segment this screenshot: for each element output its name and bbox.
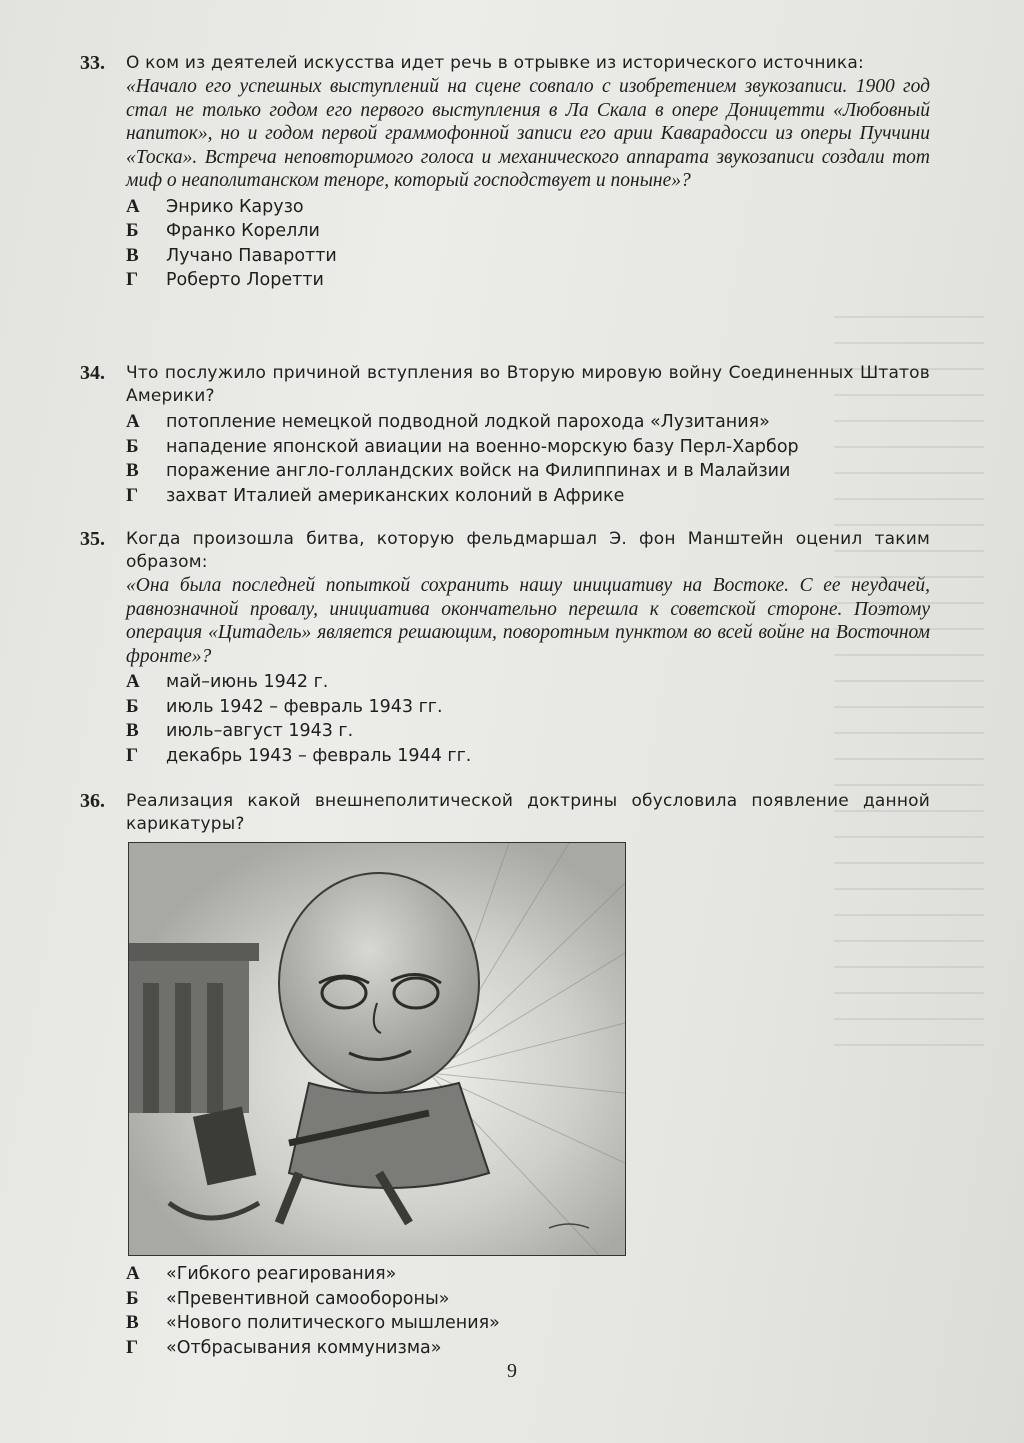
answer-option[interactable] <box>126 1262 930 1287</box>
answer-option[interactable] <box>126 219 930 244</box>
answer-option[interactable] <box>126 195 930 220</box>
option-letter: В <box>126 1312 139 1333</box>
option-text: поражение англо-голландских войск на Филиппинах и в Малайзии <box>166 461 791 481</box>
answer-option[interactable] <box>126 719 930 744</box>
answer-option[interactable] <box>126 244 930 269</box>
source-quote: «Начало его успешных выступлений на сцене совпало с изобретением звукозаписи. 1900 год стал не только годом его первого выступления в Ла Скала в опере Доницетти «Любовный напиток», но и годом первой граммофонной записи его арии Каварадосси из оперы Пуччини «Тоска». Встреча неповторимого голоса и механического аппарата звукозаписи создали тот миф о неаполитанском теноре, который господствует и поныне»? <box>126 76 930 191</box>
question-number: 35. <box>80 528 105 550</box>
answer-option[interactable] <box>126 744 930 769</box>
answer-option[interactable] <box>126 268 930 293</box>
question-number: 34. <box>80 362 105 384</box>
answer-options <box>126 1262 930 1360</box>
option-letter: А <box>126 195 140 217</box>
option-letter: А <box>126 671 140 692</box>
option-letter: А <box>126 1263 140 1284</box>
answer-options <box>126 195 930 293</box>
option-letter: Г <box>126 484 139 506</box>
answer-option[interactable] <box>126 1287 930 1312</box>
option-letter: Б <box>126 1287 139 1309</box>
option-letter: Г <box>126 1336 139 1358</box>
source-quote: «Она была последней попыткой сохранить нашу инициативу на Востоке. С ее неудачей, равнозначной провалу, инициатива окончательно перешла к советской стороне. Поэтому операция «Цитадель» является решающим, поворотным пунктом во всей войне на Восточном фронте»? <box>126 575 930 667</box>
question-stem: Реализация какой внешнеполитической доктрины обусловила появление данной карикатуры? <box>126 791 930 834</box>
option-text: нападение японской авиации на военно-морскую базу Перл-Харбор <box>166 436 799 457</box>
caricature-drawing <box>129 843 625 1255</box>
option-letter: Г <box>126 269 139 290</box>
option-text: «Нового политического мышления» <box>166 1313 500 1333</box>
option-text: «Отбрасывания коммунизма» <box>166 1337 442 1358</box>
option-letter: В <box>126 720 139 741</box>
option-text: «Превентивной самообороны» <box>166 1288 450 1309</box>
question-number: 36. <box>80 790 105 812</box>
question-36 <box>80 790 930 836</box>
option-text: Энрико Карузо <box>166 196 304 217</box>
answer-option[interactable] <box>126 435 930 460</box>
option-text: потопление немецкой подводной лодкой парохода «Лузитания» <box>166 412 770 432</box>
question-36-options <box>80 1260 930 1360</box>
option-letter: Б <box>126 220 139 241</box>
option-letter: Б <box>126 695 139 717</box>
question-number: 33. <box>80 52 105 74</box>
option-text: июль 1942 – февраль 1943 гг. <box>166 696 443 717</box>
option-text: Роберто Лоретти <box>166 270 324 290</box>
caricature-image <box>128 842 626 1256</box>
answer-option[interactable] <box>126 670 930 695</box>
option-text: захват Италией американских колоний в Африке <box>166 485 625 506</box>
question-35 <box>80 528 930 768</box>
answer-options <box>126 670 930 768</box>
answer-option[interactable] <box>126 410 930 435</box>
option-text: май–июнь 1942 г. <box>166 672 329 692</box>
option-text: июль–август 1943 г. <box>166 721 354 741</box>
question-33 <box>80 52 930 293</box>
option-letter: А <box>126 411 140 432</box>
answer-option[interactable] <box>126 695 930 720</box>
page-number: 9 <box>507 1360 517 1382</box>
option-text: «Гибкого реагирования» <box>166 1264 397 1284</box>
question-stem: Когда произошла битва, которую фельдмаршал Э. фон Манштейн оценил таким образом: <box>126 529 930 572</box>
option-letter: В <box>126 460 139 481</box>
question-34 <box>80 362 930 508</box>
option-letter: Г <box>126 744 139 766</box>
option-letter: В <box>126 244 139 266</box>
question-stem: Что послужило причиной вступления во Вторую мировую войну Соединенных Штатов Америки? <box>126 363 930 406</box>
option-text: декабрь 1943 – февраль 1944 гг. <box>166 745 472 766</box>
answer-option[interactable] <box>126 459 930 484</box>
answer-options <box>126 410 930 508</box>
option-text: Лучано Паваротти <box>166 245 337 266</box>
answer-option[interactable] <box>126 1311 930 1336</box>
option-letter: Б <box>126 435 139 457</box>
question-stem: О ком из деятелей искусства идет речь в отрывке из исторического источника: <box>126 53 864 73</box>
answer-option[interactable] <box>126 1336 930 1361</box>
answer-option[interactable] <box>126 484 930 509</box>
option-text: Франко Корелли <box>166 221 320 241</box>
